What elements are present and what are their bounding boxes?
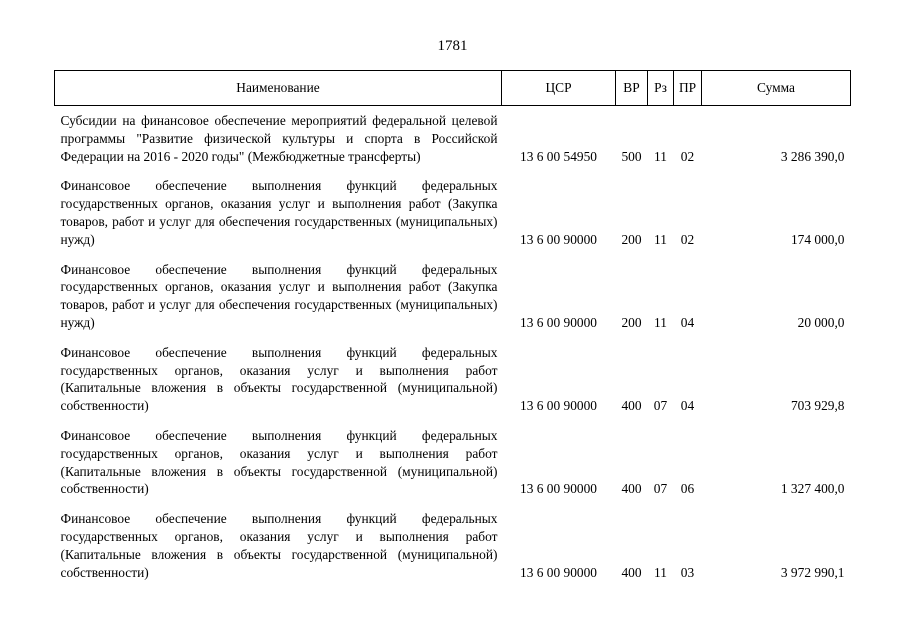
table-row [55, 106, 851, 170]
row-csr: 13 6 00 90000 [520, 314, 597, 330]
table-row [55, 253, 851, 336]
row-vr: 500 [621, 148, 642, 164]
row-csr: 13 6 00 90000 [520, 564, 597, 580]
row-name: Субсидии на финансовое обеспечение мероприятий федеральной целевой программы "Развитие физической культуры и спорта в Российской Федерации на 2016 - 2020 годы" (Межбюджетные трансферты) [60, 113, 498, 164]
header-vr: ВР [616, 71, 648, 106]
row-rz: 11 [654, 231, 667, 247]
row-sum: 1 327 400,0 [780, 481, 845, 497]
row-rz: 11 [654, 314, 667, 330]
row-csr: 13 6 00 90000 [520, 481, 597, 497]
row-vr: 400 [621, 398, 642, 414]
row-pr: 04 [680, 398, 695, 414]
row-sum: 3 972 990,1 [780, 564, 845, 580]
row-pr: 03 [680, 564, 695, 580]
header-name: Наименование [55, 71, 502, 106]
row-vr: 400 [621, 481, 642, 497]
table-row [55, 336, 851, 419]
row-csr: 13 6 00 54950 [520, 148, 597, 164]
table-row [55, 169, 851, 252]
table-row [55, 502, 851, 585]
table-header [55, 71, 851, 106]
budget-table [54, 70, 851, 585]
row-name: Финансовое обеспечение выполнения функций федеральных государственных органов, оказания услуг и выполнения работ (Капитальные вложения в объекты государственной (муниципальной) собственности) [60, 427, 498, 497]
header-csr: ЦСР [502, 71, 616, 106]
header-pr: ПР [674, 71, 702, 106]
row-sum: 703 929,8 [790, 398, 845, 414]
row-vr: 200 [621, 231, 642, 247]
row-sum: 174 000,0 [790, 231, 845, 247]
row-csr: 13 6 00 90000 [520, 398, 597, 414]
row-name: Финансовое обеспечение выполнения функций федеральных государственных органов, оказания услуг и выполнения работ (Капитальные вложения в объекты государственной (муниципальной) собственности) [60, 511, 498, 580]
row-pr: 02 [680, 231, 695, 247]
table-body [55, 106, 851, 586]
row-pr: 06 [680, 481, 695, 497]
page-number: 1781 [437, 38, 468, 54]
header-sum: Сумма [702, 71, 851, 106]
row-name: Финансовое обеспечение выполнения функций федеральных государственных органов, оказания услуг и выполнения работ (Закупка товаров, работ и услуг для обеспечения государственных (муниципальных) нужд) [60, 261, 498, 330]
row-rz: 07 [653, 481, 668, 497]
table-row [55, 419, 851, 502]
row-rz: 11 [654, 148, 667, 164]
row-csr: 13 6 00 90000 [520, 231, 597, 247]
row-pr: 04 [680, 314, 695, 330]
row-pr: 02 [680, 148, 695, 164]
row-rz: 11 [654, 564, 667, 580]
row-sum: 20 000,0 [797, 314, 845, 330]
row-name: Финансовое обеспечение выполнения функций федеральных государственных органов, оказания услуг и выполнения работ (Закупка товаров, работ и услуг для обеспечения государственных (муниципальных) нужд) [60, 178, 498, 247]
row-sum: 3 286 390,0 [780, 148, 845, 164]
row-rz: 07 [653, 398, 668, 414]
header-rz: Рз [648, 71, 674, 106]
row-vr: 400 [621, 564, 642, 580]
row-name: Финансовое обеспечение выполнения функций федеральных государственных органов, оказания услуг и выполнения работ (Капитальные вложения в объекты государственной (муниципальной) собственности) [60, 344, 498, 414]
row-vr: 200 [621, 314, 642, 330]
